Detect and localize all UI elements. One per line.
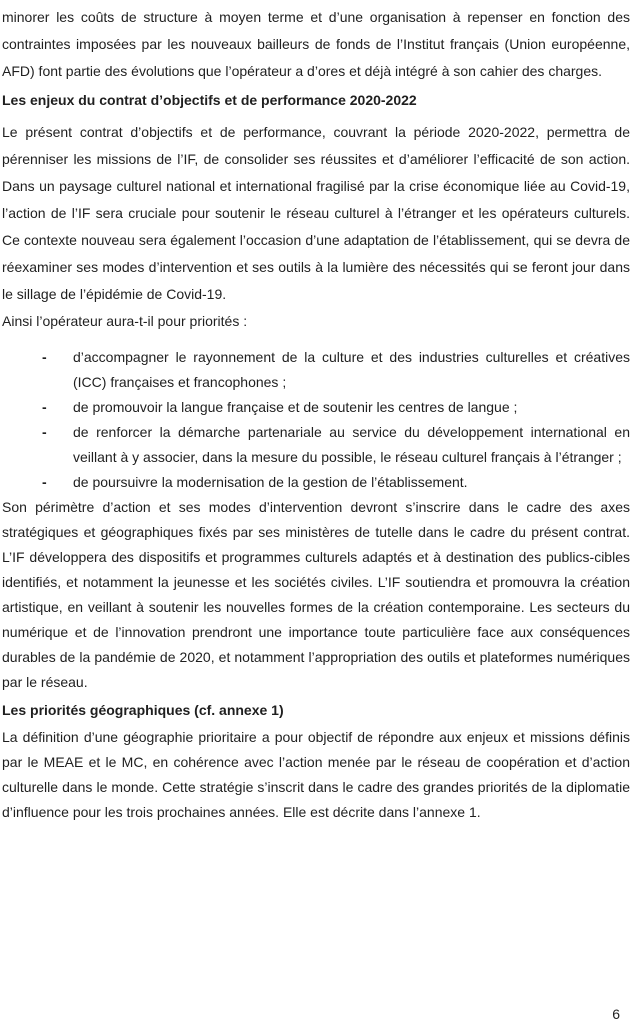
dash-bullet: - (42, 349, 47, 365)
priorities-list (2, 345, 630, 495)
dash-bullet: - (42, 424, 47, 440)
heading-enjeux-cop-2020-2022: Les enjeux du contrat d’objectifs et de performance 2020-2022 (2, 92, 417, 108)
list-item-text: de poursuivre la modernisation de la gestion de l’établissement. (73, 474, 468, 490)
dash-bullet: - (42, 474, 47, 490)
list-item-text: de promouvoir la langue française et de soutenir les centres de langue ; (73, 399, 518, 415)
paragraph-cop-overview: Le présent contrat d’objectifs et de performance, couvrant la période 2020-2022, permettra de pérenniser les missions de l’IF, de consolider ses réussites et d’améliorer l’efficacité de son action. Dans un paysage culturel national et international fragilisé par la crise économique liée au Covid-19, l’action de l’IF sera cruciale pour soutenir le réseau culturel à l’étranger et les opérateurs culturels. Ce contexte nouveau sera également l’occasion d’une adaptation de l’établissement, qui se devra de réexaminer ses modes d’intervention et ses outils à la lumière des nécessités qui se feront jour dans le sillage de l’épidémie de Covid-19. (2, 124, 630, 302)
list-item (2, 470, 630, 495)
paragraph-perimetre-action: Son périmètre d’action et ses modes d’intervention devront s’inscrire dans le cadre des axes stratégiques et géographiques fixés par ses ministères de tutelle dans le cadre du présent contrat. L’IF développera des dispositifs et programmes culturels adaptés et à destination des publics-cibles identifiés, et notamment la jeunesse et les sociétés civiles. L’IF soutiendra et promouvra la création artistique, en veillant à soutenir les nouvelles formes de la création contemporaine. Les secteurs du numérique et de l’innovation prendront une importance toute particulière face aux conséquences durables de la pandémie de 2020, et notamment l’appropriation des outils et plateformes numériques par le réseau. (2, 499, 630, 690)
heading-priorites-geographiques: Les priorités géographiques (cf. annexe 1) (2, 702, 284, 718)
paragraph-geographie-prioritaire: La définition d’une géographie prioritaire a pour objectif de répondre aux enjeux et missions définis par le MEAE et le MC, en cohérence avec l’action menée par le réseau de coopération et d’action culturelle dans le monde. Cette stratégie s’inscrit dans le cadre des grandes priorités de la diplomatie d’influence pour les trois prochaines années. Elle est décrite dans l’annexe 1. (2, 729, 630, 820)
list-item (2, 420, 630, 470)
page-number: 6 (612, 1006, 620, 1022)
list-item (2, 345, 630, 395)
paragraph-intro-continuation: minorer les coûts de structure à moyen terme et d’une organisation à repenser en fonction des contraintes imposées par les nouveaux bailleurs de fonds de l’Institut français (Union européenne, AFD) font partie des évolutions que l’opérateur a d’ores et déjà intégré à son cahier des charges. (2, 9, 630, 79)
list-item-text: de renforcer la démarche partenariale au service du développement international en veillant à y associer, dans la mesure du possible, le réseau culturel français à l’étranger ; (73, 424, 630, 465)
list-item-text: d’accompagner le rayonnement de la culture et des industries culturelles et créatives (ICC) françaises et francophones ; (73, 349, 630, 390)
dash-bullet: - (42, 399, 47, 415)
list-item (2, 395, 630, 420)
paragraph-priorities-lead: Ainsi l’opérateur aura-t-il pour priorités : (2, 313, 248, 329)
